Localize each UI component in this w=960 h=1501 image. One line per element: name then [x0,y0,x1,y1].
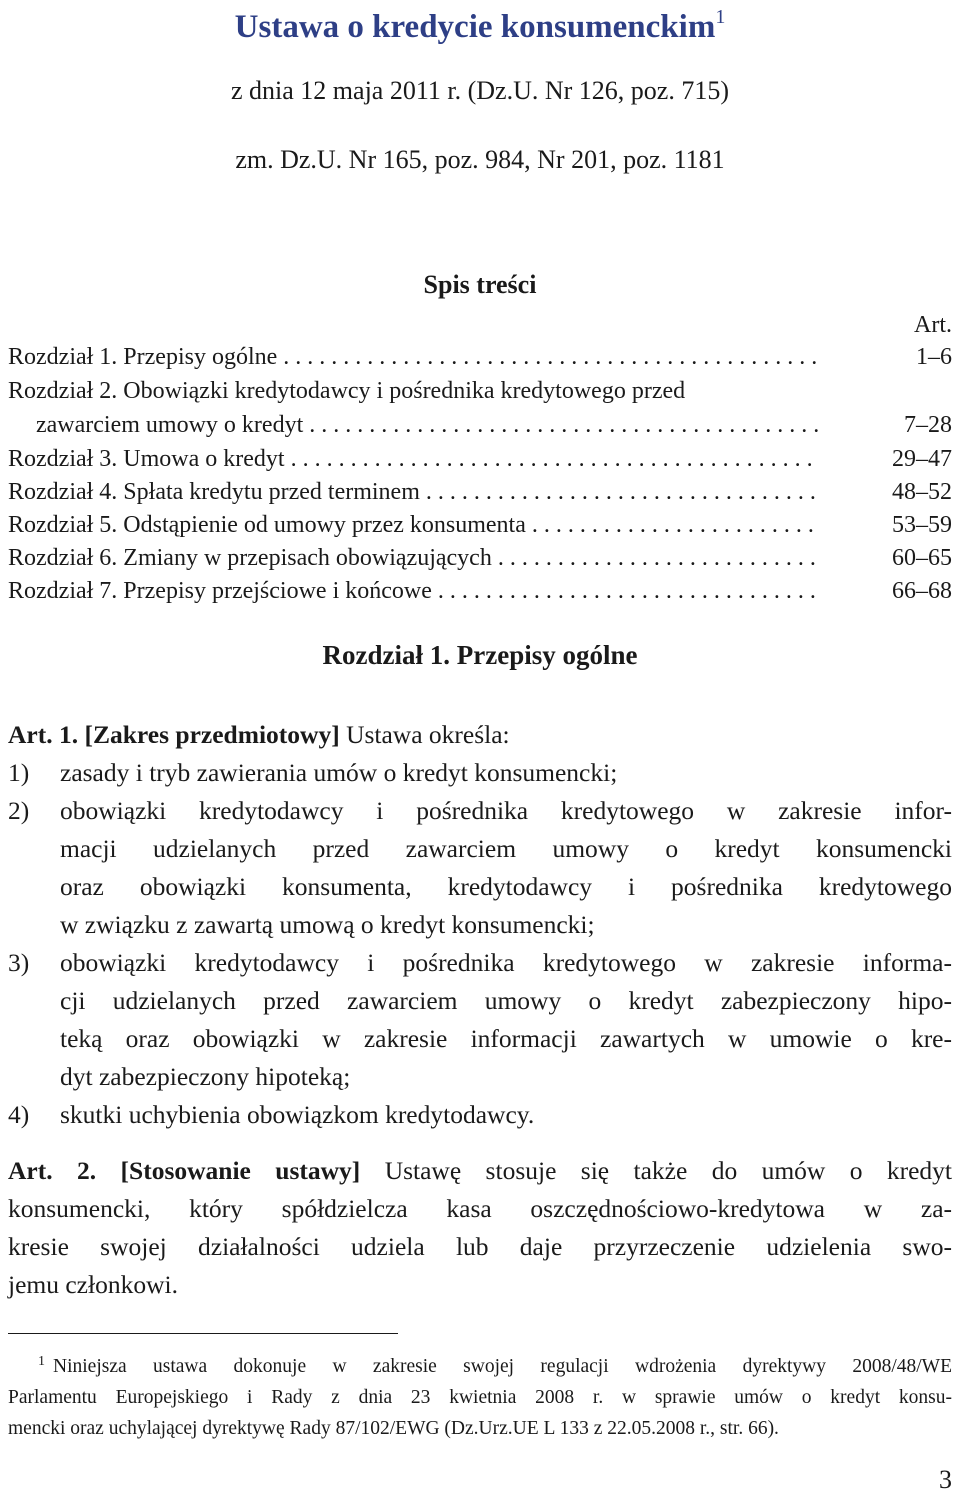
article-2-line: konsumencki, który spółdzielcza kasa oszczędnościowo-kredytowa w za- [8,1194,952,1223]
toc-row-range: 29–47 [892,446,952,472]
toc-row-label: Rozdział 7. Przepisy przejściowe i końcowe . . . [8,578,818,605]
footnote-line: mencki oraz uchylającej dyrektywę Rady 87/102/EWG (Dz.Urz.UE L 133 z 22.05.2008 r., str. 66). [8,1418,779,1439]
toc-row-chapter-4[interactable] [8,479,952,509]
footnote-first-line [8,1346,952,1382]
article-2-title: [Stosowanie ustawy] [120,1156,361,1185]
toc-row-chapter-6[interactable] [8,545,952,575]
item-number: 1) [8,758,30,787]
item-line: obowiązki kredytodawcy i pośrednika kredytowego w zakresie informa- [60,948,952,977]
toc-row-range: 7–28 [904,412,952,438]
page-number: 3 [939,1465,952,1494]
article-1-title: [Zakres przedmiotowy] [84,720,340,749]
item-line: cji udzielanych przed zawarciem umowy o kredyt zabezpieczony hipo- [60,986,952,1015]
article-2-first-line [8,1152,952,1190]
toc-row-range: 60–65 [892,545,952,571]
document-title-text: Ustawa o kredycie konsumenckim [234,9,716,45]
item-number: 2) [8,796,30,825]
toc-row-label: zawarciem umowy o kredyt . . . [36,412,818,439]
chapter-1-heading: Rozdział 1. Przepisy ogólne [322,640,638,670]
toc-row-label: Rozdział 3. Umowa o kredyt . . . [8,446,818,473]
footnote [8,1346,952,1444]
article-2 [8,1152,952,1304]
article-1-item-4 [8,1096,952,1134]
article-1-number: Art. 1. [8,720,79,749]
article-2-text: Ustawę stosuje się także do umów o kredyt [384,1156,953,1185]
item-line: dyt zabezpieczony hipoteką; [60,1062,351,1091]
footnote-mark: 1 [38,1354,45,1369]
toc-row-label: Rozdział 2. Obowiązki kredytodawcy i pośrednika kredytowego przed [8,378,686,404]
toc-row-label: Rozdział 4. Spłata kredytu przed terminem . . . [8,479,818,506]
title-footnote-mark[interactable]: 1 [715,6,726,28]
item-line: macji udzielanych przed zawarciem umowy o kredyt konsumencki [60,834,952,863]
toc-heading: Spis treści [423,270,537,299]
article-2-line: kresie swojej działalności udziela lub daje przyrzeczenie udzielenia swo- [8,1232,952,1261]
toc-row-label: Rozdział 6. Zmiany w przepisach obowiązujących . . . [8,545,818,572]
article-1-intro-text: Ustawa określa: [346,720,510,749]
toc-row-chapter-5[interactable] [8,512,952,542]
toc-row-range: 1–6 [916,344,952,370]
article-2-line: jemu członkowi. [8,1270,178,1299]
toc-row-label: Rozdział 1. Przepisy ogólne . . . [8,344,818,371]
document-title [0,6,960,46]
footnote-text: Niniejsza ustawa dokonuje w zakresie swojej regulacji wdrożenia dyrektywy 2008/48/WE [53,1356,952,1377]
footnote-line: Parlamentu Europejskiego i Rady z dnia 23 kwietnia 2008 r. w sprawie umów o kredyt konsu- [8,1387,952,1408]
item-line: skutki uchybienia obowiązkom kredytodawcy. [60,1100,535,1129]
toc-row-chapter-2[interactable] [8,378,952,408]
enactment-date-line: z dnia 12 maja 2011 r. (Dz.U. Nr 126, poz. 715) [231,76,729,105]
article-1-intro [8,716,952,754]
toc-row-range: 53–59 [892,512,952,538]
toc-row-label: Rozdział 5. Odstąpienie od umowy przez konsumenta . . . [8,512,818,539]
amendments-line: zm. Dz.U. Nr 165, poz. 984, Nr 201, poz. 1181 [235,145,725,174]
item-line: teką oraz obowiązki w zakresie informacji zawartych w umowie o kre- [60,1024,952,1053]
item-number: 4) [8,1100,30,1129]
article-2-number: Art. 2. [8,1156,97,1185]
footnote-separator [8,1333,398,1334]
toc-row-range: 48–52 [892,479,952,505]
toc-art-column-header: Art. [914,312,952,338]
toc-row-range: 66–68 [892,578,952,604]
toc-row-chapter-2-cont[interactable] [8,412,952,442]
article-1-item-2 [8,792,952,944]
item-line: oraz obowiązki konsumenta, kredytodawcy i pośrednika kredytowego [60,872,952,901]
toc-row-chapter-7[interactable] [8,578,952,608]
article-1 [8,716,952,1134]
item-number: 3) [8,948,30,977]
article-1-item-3 [8,944,952,1096]
toc-row-chapter-1[interactable] [8,344,952,374]
item-line: zasady i tryb zawierania umów o kredyt konsumencki; [60,758,618,787]
toc-row-chapter-3[interactable] [8,446,952,476]
item-line: obowiązki kredytodawcy i pośrednika kredytowego w zakresie infor- [60,796,952,825]
article-1-item-1 [8,754,952,792]
item-line: w związku z zawartą umową o kredyt konsumencki; [60,910,595,939]
